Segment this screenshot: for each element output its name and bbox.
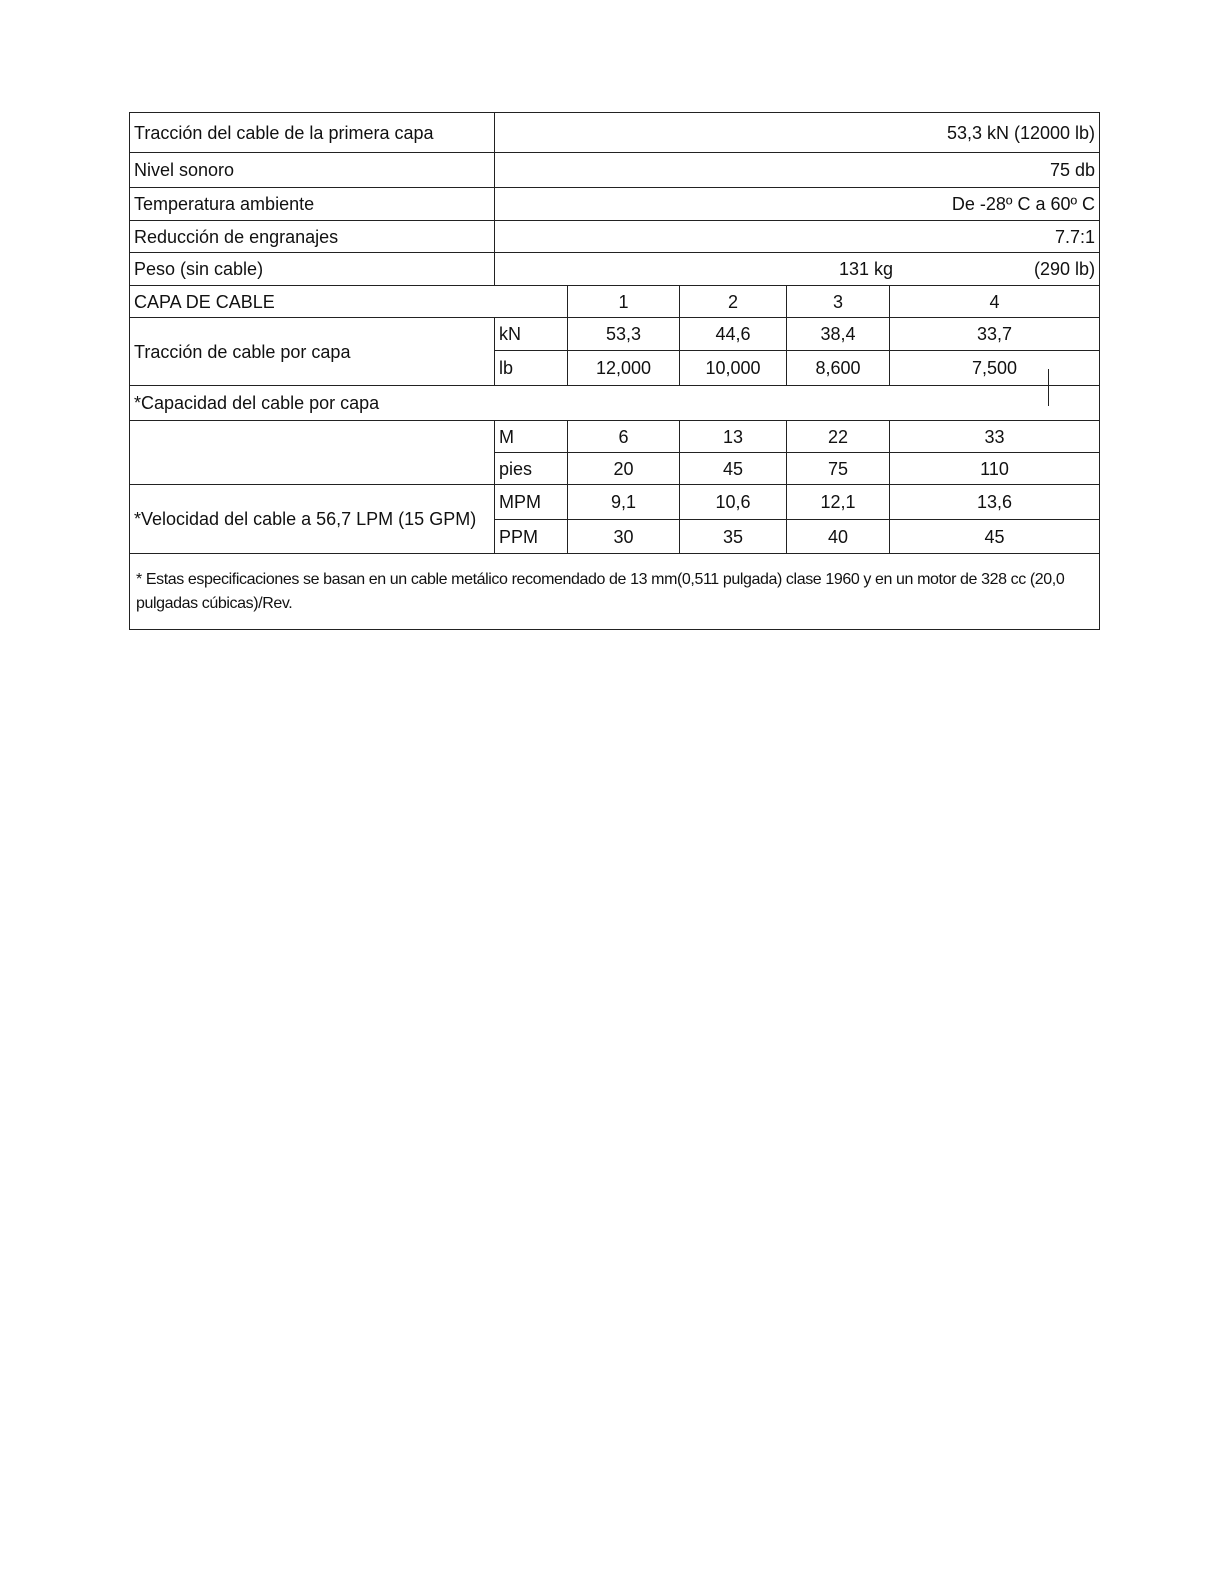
speed-mpm-value: 12,1 (787, 485, 890, 520)
speed-mpm-value: 9,1 (568, 485, 680, 520)
first-layer-pull-value: 53,3 kN (12000 lb) (495, 113, 1100, 153)
ambient-temp-label: Temperatura ambiente (130, 188, 495, 221)
layer-number: 2 (680, 286, 787, 318)
row-capacity-header (130, 386, 1100, 421)
sound-level-label: Nivel sonoro (130, 153, 495, 188)
gear-reduction-label: Reducción de engranajes (130, 221, 495, 253)
row-speed-mpm (130, 485, 1100, 520)
unit-ppm: PPM (495, 520, 568, 554)
capacity-ft-value: 45 (680, 453, 787, 485)
speed-ppm-value: 40 (787, 520, 890, 554)
row-weight (130, 253, 1100, 286)
row-cable-layer-header (130, 286, 1100, 318)
layer-number: 1 (568, 286, 680, 318)
sound-level-value: 75 db (495, 153, 1100, 188)
capacity-m-value: 6 (568, 421, 680, 453)
capacity-ft-value: 75 (787, 453, 890, 485)
pull-per-layer-label: Tracción de cable por capa (130, 318, 495, 386)
specifications-table (129, 112, 1100, 630)
row-footnote (130, 554, 1100, 630)
pull-lb-value: 12,000 (568, 351, 680, 386)
speed-ppm-value: 35 (680, 520, 787, 554)
pull-kn-value: 38,4 (787, 318, 890, 351)
capacity-m-value: 33 (890, 421, 1100, 453)
ambient-temp-value: De -28º C a 60º C (495, 188, 1100, 221)
pull-kn-value: 44,6 (680, 318, 787, 351)
weight-label: Peso (sin cable) (130, 253, 495, 286)
stray-tick-mark (1048, 369, 1049, 406)
capacity-m-value: 22 (787, 421, 890, 453)
row-sound-level (130, 153, 1100, 188)
unit-mpm: MPM (495, 485, 568, 520)
speed-ppm-value: 30 (568, 520, 680, 554)
layer-number: 4 (890, 286, 1100, 318)
row-first-layer-pull (130, 113, 1100, 153)
unit-kn: kN (495, 318, 568, 351)
pull-lb-value: 8,600 (787, 351, 890, 386)
unit-lb: lb (495, 351, 568, 386)
row-pull-kn (130, 318, 1100, 351)
pull-kn-value: 53,3 (568, 318, 680, 351)
capacity-ft-value: 20 (568, 453, 680, 485)
speed-ppm-value: 45 (890, 520, 1100, 554)
row-ambient-temp (130, 188, 1100, 221)
capacity-ft-value: 110 (890, 453, 1100, 485)
weight-value (495, 253, 1100, 286)
pull-lb-value: 7,500 (890, 351, 1100, 386)
speed-mpm-value: 10,6 (680, 485, 787, 520)
row-gear-reduction (130, 221, 1100, 253)
gear-reduction-value: 7.7:1 (495, 221, 1100, 253)
capacity-m-value: 13 (680, 421, 787, 453)
speed-label: *Velocidad del cable a 56,7 LPM (15 GPM) (130, 485, 495, 554)
unit-ft: pies (495, 453, 568, 485)
pull-kn-value: 33,7 (890, 318, 1100, 351)
row-capacity-m (130, 421, 1100, 453)
unit-m: M (495, 421, 568, 453)
first-layer-pull-label: Tracción del cable de la primera capa (130, 113, 495, 153)
capacity-blank-cell (130, 421, 495, 485)
layer-number: 3 (787, 286, 890, 318)
speed-mpm-value: 13,6 (890, 485, 1100, 520)
cable-layer-header-label: CAPA DE CABLE (130, 286, 568, 318)
pull-lb-value: 10,000 (680, 351, 787, 386)
weight-lb: (290 lb) (1034, 259, 1096, 279)
weight-kg: 131 kg (839, 259, 894, 279)
capacity-per-layer-label: *Capacidad del cable por capa (130, 386, 1100, 421)
footnote: * Estas especificaciones se basan en un cable metálico recomendado de 13 mm(0,511 pulgada) clase 1960 y en un motor de 328 cc (20,0 pulgadas cúbicas)/Rev. (130, 554, 1100, 630)
